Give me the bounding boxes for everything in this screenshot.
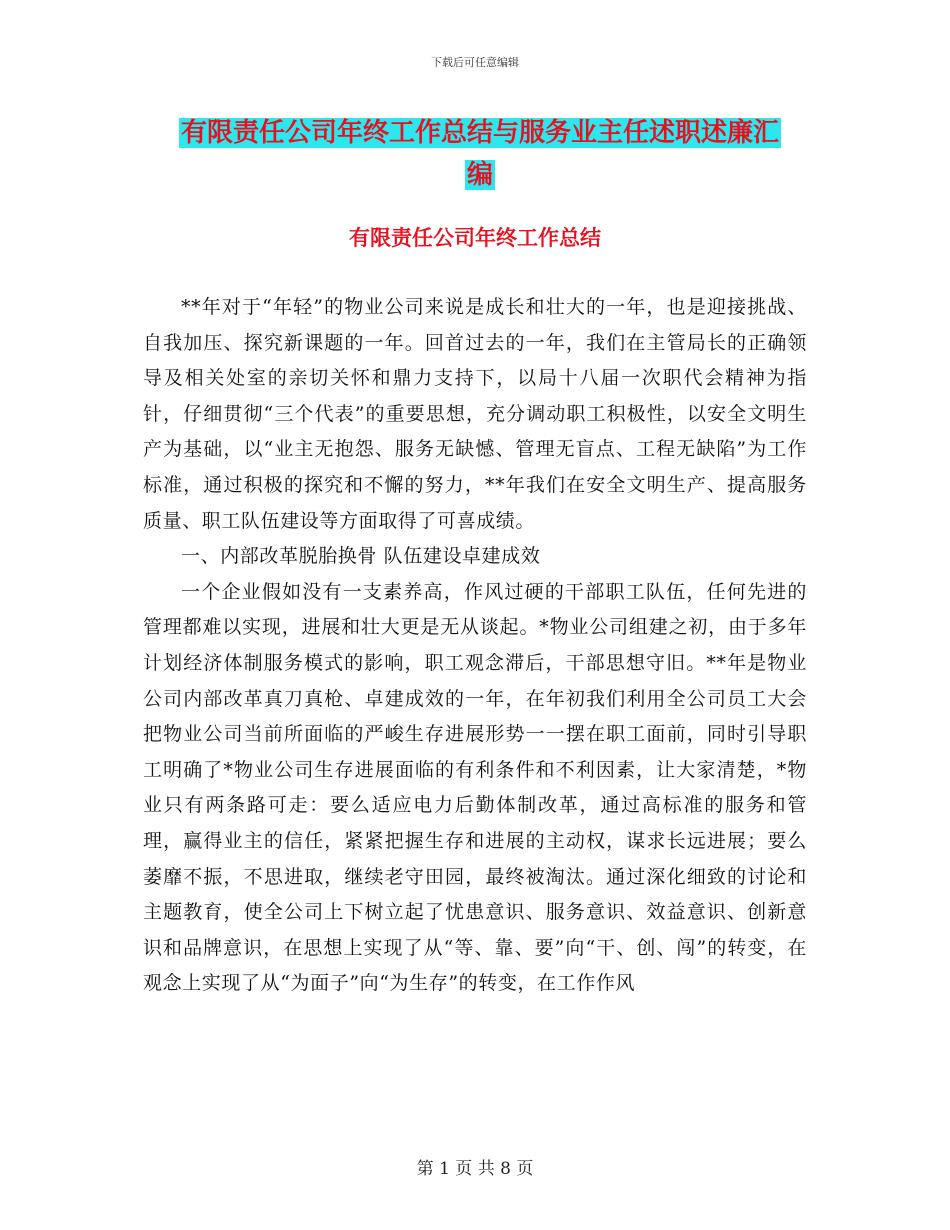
header-note: 下载后可任意编辑 — [431, 56, 519, 69]
body-text — [143, 290, 807, 1002]
paragraph-heading: 一、内部改革脱胎换骨 队伍建设卓建成效 — [181, 545, 541, 568]
document-title-line2: 编 — [466, 160, 493, 190]
page-footer: 第 1 页 共 8 页 — [416, 1159, 534, 1179]
paragraph-body: 一个企业假如没有一支素养高，作风过硬的干部职工队伍，任何先进的管理都难以实现，进展和壮大更是无从谈起。*物业公司组建之初，由于多年计划经济体制服务模式的影响，职工观念滞后，干部思想守旧。**年是物业公司内部改革真刀真枪、卓建成效的一年，在年初我们利用全公司员工大会把物业公司当前所面临的严峻生存进展形势一一摆在职工面前，同时引导职工明确了*物业公司生存进展面临的有利条件和不利因素，让大家清楚，*物业只有两条路可走：要么适应电力后勤体制改革，通过高标准的服务和管理，赢得业主的信任，紧紧把握生存和进展的主动权，谋求长远进展；要么萎靡不振，不思进取，继续老守田园，最终被淘汰。通过深化细致的讨论和主题教育，使全公司上下树立起了忧患意识、服务意识、效益意识、创新意识和品牌意识，在思想上实现了从“等、靠、要”向“干、创、闯”的转变，在观念上实现了从“为面子”向“为生存”的转变，在工作作风 — [143, 580, 807, 995]
document-title — [150, 112, 810, 196]
paragraph-intro: **年对于“年轻”的物业公司来说是成长和壮大的一年，也是迎接挑战、自我加压、探究新课题的一年。回首过去的一年，我们在主管局长的正确领导及相关处室的亲切关怀和鼎力支持下，以局十八届一次职代会精神为指针，仔细贯彻“三个代表”的重要思想，充分调动职工积极性，以安全文明生产为基础，以“业主无抱怨、服务无缺憾、管理无盲点、工程无缺陷”为工作标准，通过积极的探究和不懈的努力，**年我们在安全文明生产、提高服务质量、职工队伍建设等方面取得了可喜成绩。 — [143, 296, 807, 532]
document-title-line1: 有限责任公司年终工作总结与服务业主任述职述廉汇 — [180, 118, 779, 148]
section-title: 有限责任公司年终工作总结 — [349, 226, 601, 250]
